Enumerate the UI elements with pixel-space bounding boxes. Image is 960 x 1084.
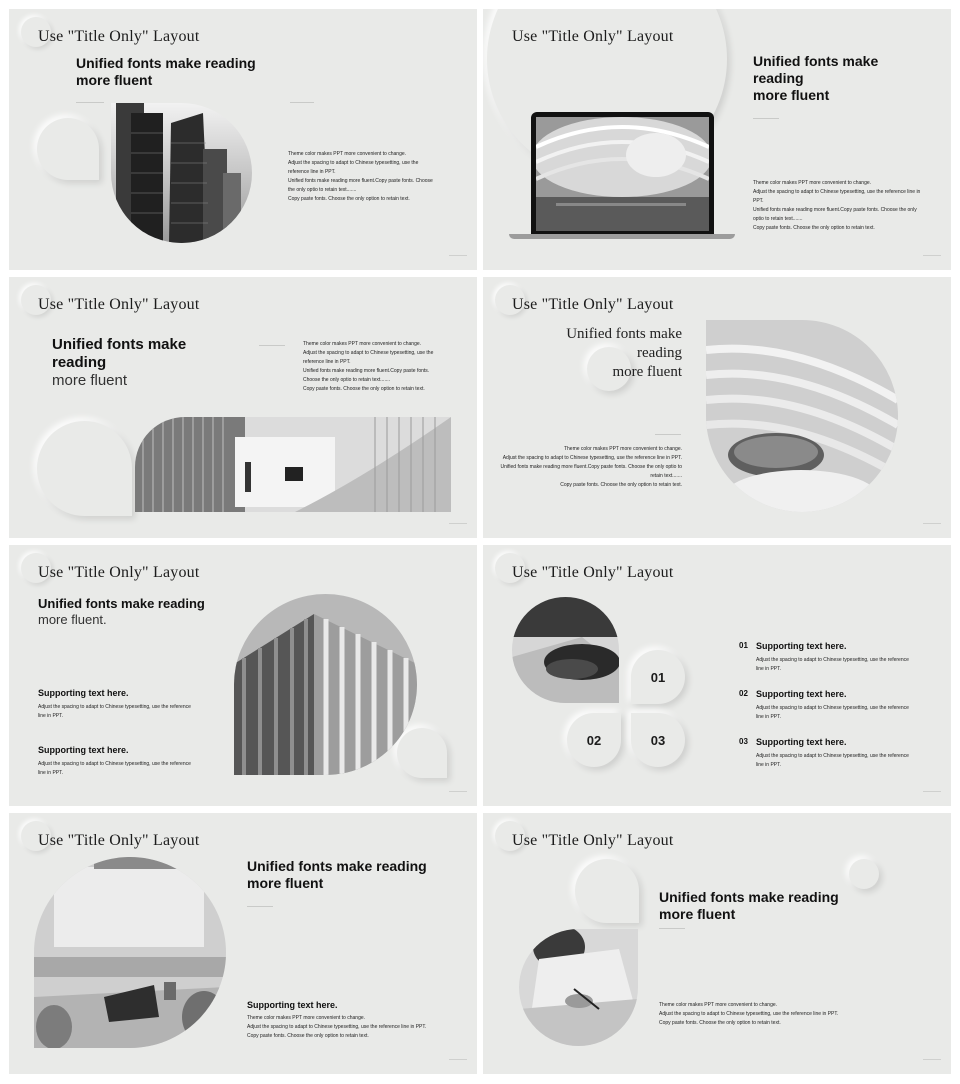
slide-heading: Unified fonts make reading more fluent xyxy=(753,53,879,103)
item-number: 03 xyxy=(739,737,748,746)
item-body: Adjust the spacing to adapt to Chinese typesetting, use the reference line in PPT. xyxy=(756,753,909,768)
typing-laptop-photo xyxy=(512,597,619,703)
slide-2[interactable] xyxy=(483,9,951,270)
body-text: Theme color makes PPT more convenient to change. Adjust the spacing to adapt to Chinese typesetting, use the reference line in PPT. Unified fonts make reading more fluent.Copy paste fonts. Choose the only optio to retain text....... Copy paste fonts. Choose the only option to retain text. xyxy=(303,341,434,392)
item-heading: Supporting text here. xyxy=(756,641,847,651)
laptop-base xyxy=(509,234,735,239)
page-marker xyxy=(449,1059,467,1060)
divider xyxy=(659,928,685,929)
decor-petal xyxy=(575,859,639,923)
page-marker xyxy=(449,791,467,792)
gallery-corridor-photo xyxy=(135,417,451,512)
slide-title: Use "Title Only" Layout xyxy=(38,832,200,849)
divider xyxy=(290,102,314,103)
building-facade-photo xyxy=(234,594,417,775)
slide-title: Use "Title Only" Layout xyxy=(512,28,674,45)
slide-title: Use "Title Only" Layout xyxy=(512,296,674,313)
item-number: 01 xyxy=(739,641,748,650)
divider xyxy=(753,118,779,119)
support-heading: Supporting text here. xyxy=(38,688,129,698)
body-text: Theme color makes PPT more convenient to change. Adjust the spacing to adapt to Chinese typesetting, use the reference line in PPT. Copy paste fonts. Choose the only option to retain text. xyxy=(659,1002,839,1026)
number-tile-02: 02 xyxy=(567,713,621,767)
page-marker xyxy=(449,523,467,524)
slide-title: Use "Title Only" Layout xyxy=(512,832,674,849)
decor-petal xyxy=(397,728,447,778)
body-text: Theme color makes PPT more convenient to change. Adjust the spacing to adapt to Chinese typesetting, use the reference line in PPT. Unified fonts make reading more fluent.Copy paste fonts. Choose the only optio to retain text....... Copy paste fonts. Choose the only option to retain text. xyxy=(288,151,433,202)
divider xyxy=(655,434,681,435)
body-text: Theme color makes PPT more convenient to change. Adjust the spacing to adapt to Chinese typesetting, use the reference line in PPT. Copy paste fonts. Choose the only option to retain text. xyxy=(247,1015,427,1039)
city-skyscraper-photo xyxy=(111,103,252,243)
page-marker xyxy=(923,523,941,524)
item-number: 02 xyxy=(739,689,748,698)
page-marker xyxy=(449,255,467,256)
slide-heading: Unified fonts make reading more fluent xyxy=(659,889,839,922)
architecture-waves-photo xyxy=(706,320,898,512)
slide-title: Use "Title Only" Layout xyxy=(512,564,674,581)
slide-heading: Unified fonts make reading more fluent xyxy=(52,336,187,389)
item-heading: Supporting text here. xyxy=(756,737,847,747)
slide-heading: Unified fonts make reading more fluent xyxy=(247,858,427,891)
support-heading: Supporting text here. xyxy=(247,1000,338,1010)
number-tile-01: 01 xyxy=(631,650,685,704)
decor-petal xyxy=(37,421,132,516)
slide-1[interactable] xyxy=(9,9,477,270)
decor-circle-small xyxy=(849,859,879,889)
slide-6[interactable] xyxy=(483,545,951,806)
decor-petal xyxy=(37,118,99,180)
laptop-image xyxy=(531,112,714,236)
page-marker xyxy=(923,255,941,256)
slide-title: Use "Title Only" Layout xyxy=(38,296,200,313)
page-marker xyxy=(923,791,941,792)
item-body: Adjust the spacing to adapt to Chinese typesetting, use the reference line in PPT. xyxy=(756,657,909,672)
divider xyxy=(259,345,285,346)
slide-heading: Unified fonts make reading more fluent xyxy=(566,326,682,380)
office-desk-photo xyxy=(34,857,226,1048)
divider xyxy=(76,102,104,103)
body-text: Theme color makes PPT more convenient to change. Adjust the spacing to adapt to Chinese typesetting, use the reference line in PPT. Unified fonts make reading more fluent.Copy paste fonts. Choose the only optio to retain text....... Copy paste fonts. Choose the only option to retain text. xyxy=(753,180,921,231)
item-heading: Supporting text here. xyxy=(756,689,847,699)
writing-woman-photo xyxy=(519,929,638,1046)
item-body: Adjust the spacing to adapt to Chinese typesetting, use the reference line in PPT. xyxy=(756,705,909,720)
body-text: Theme color makes PPT more convenient to change. Adjust the spacing to adapt to Chinese typesetting, use the reference line in PPT. Unified fonts make reading more fluent.Copy paste fonts. Choose the only optio to retain text....... Copy paste fonts. Choose the only option to retain text. xyxy=(500,446,682,488)
slide-8[interactable] xyxy=(483,813,951,1074)
slide-3[interactable] xyxy=(9,277,477,538)
slide-7[interactable] xyxy=(9,813,477,1074)
page-marker xyxy=(923,1059,941,1060)
slide-heading: Unified fonts make reading more fluent xyxy=(76,55,256,88)
slide-title: Use "Title Only" Layout xyxy=(38,564,200,581)
slide-4[interactable] xyxy=(483,277,951,538)
number-tile-03: 03 xyxy=(631,713,685,767)
support-body: Adjust the spacing to adapt to Chinese typesetting, use the reference line in PPT. xyxy=(38,704,191,719)
slide-heading: Unified fonts make reading more fluent. xyxy=(38,596,205,627)
support-body: Adjust the spacing to adapt to Chinese typesetting, use the reference line in PPT. xyxy=(38,761,191,776)
divider xyxy=(247,906,273,907)
slide-5[interactable] xyxy=(9,545,477,806)
slide-title: Use "Title Only" Layout xyxy=(38,28,200,45)
support-heading: Supporting text here. xyxy=(38,745,129,755)
